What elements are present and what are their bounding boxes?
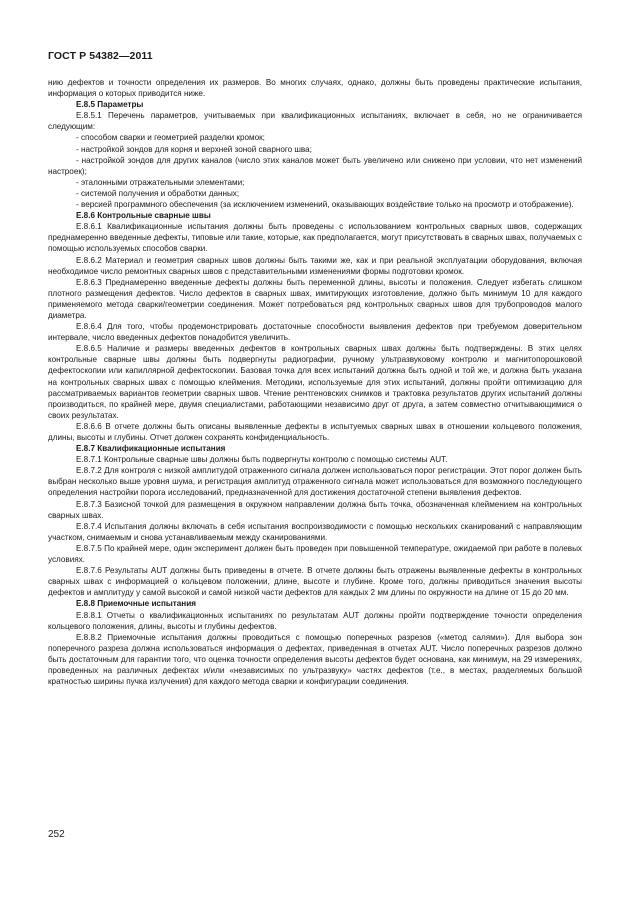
list-item: - системой получения и обработки данных; bbox=[76, 188, 240, 198]
paragraph: Е.8.8.2 Приемочные испытания должны проводиться с помощью поперечных разрезов («метод салями»). Для выбора зон поперечного разреза должна использоваться информация о дефектах, приведенная в отчетах AUT. Число поперечных разрезов должно быть достаточным для гарантии того, что оценка точности определения высоты дефектов будет основана, как минимум, на 29 измерениях, проведенных на различных дефектах и/или «независимых по ультразвуку» частях дефектов (т.е., в местах, разделяемых большой кратностью ширины пучка излучения) для каждого метода сварки и конфигурации соединения. bbox=[48, 632, 582, 687]
paragraph: Е.8.8.1 Отчеты о квалификационных испытаниях по результатам AUT должны пройти подтверждение точности определения кольцевого положения, длины, высоты и глубины дефектов. bbox=[48, 610, 582, 631]
list-item: - настройкой зондов для корня и верхней зоной сварного шва; bbox=[76, 144, 312, 154]
paragraph: Е.8.6.5 Наличие и размеры введенных дефектов в контрольных сварных швах должны быть подтверждены. В этих целях контрольные сварные швы должны быть подвергнуты радиографии, ручному ультразвуковому контролю и магнитопорошковой дефектоскопии или капиллярной дефектоскопии. Базовая точка для всех испытаний должна быть одной и той же, и должна быть указана на контрольных сварных швах с помощью клеймения. Методики, используемые для этих испытаний, должны пройти оптимизацию для рассматриваемых вариантов геометрии сварных швов. Чтение рентгеновских снимков и трактовка результатов других испытаний должны производиться, по крайней мере, двумя специалистами, работающими независимо друг от друга, а затем совместно отчитывающимися о своих результатах. bbox=[48, 344, 582, 420]
paragraph: Е.8.6.3 Преднамеренно введенные дефекты должны быть переменной длины, высоты и положения. Следует избегать слишком плотного размещения дефектов. Число дефектов в сварных швах, имитирующих изготовление, должно быть минимум 10 для каждого применяемого метода сварки/геометрии соединения. Может потребоваться ряд контрольных сварных швов для трубопроводов малого диаметра. bbox=[48, 277, 582, 320]
section-heading-e-8-6: Е.8.6 Контрольные сварные швы bbox=[76, 211, 211, 221]
paragraph: Е.8.6.2 Материал и геометрия сварных швов должны быть такими же, как и при реальной эксплуатации оборудования, включая необходимое число ремонтных сварных швов с представительными изменениями формы подготовки кромок. bbox=[48, 255, 582, 276]
paragraph: Е.8.6.4 Для того, чтобы продемонстрировать достаточные способности выявления дефектов при требуемом доверительном интервале, число введенных дефектов понадобится увеличить. bbox=[48, 322, 582, 343]
paragraph: Е.8.7.6 Результаты AUT должны быть приведены в отчете. В отчете должны быть отражены выявленные дефекты в контрольных сварных швах с информацией о кольцевом положении, длине, высоте и глубине. Кроме того, должны приводиться значения высоты дефектов и амплитуду у самой высокой и самой низкой части дефектов для каждых 2 мм длины по окружности на длине от 15 до 20 мм. bbox=[48, 566, 582, 598]
page-number: 252 bbox=[48, 829, 65, 840]
document-header: ГОСТ Р 54382—2011 bbox=[48, 50, 153, 62]
paragraph: Е.8.7.2 Для контроля с низкой амплитудой отраженного сигнала должен использоваться порог регистрации. Этот порог должен быть выбран несколько выше уровня шума, и регистрация амплитуд отраженного сигнала может использоваться для возможного последующего определения настройки порога исследований, предназначенной для достижения достаточной степени выявления дефектов. bbox=[48, 466, 582, 498]
paragraph: Е.8.7.1 Контрольные сварные швы должны быть подвергнуты контролю с помощью системы AUT. bbox=[76, 455, 448, 465]
list-item: - настройкой зондов для других каналов (число этих каналов может быть увеличено или снижено при условии, что нет изменений настроек); bbox=[48, 155, 582, 176]
paragraph: Е.8.6.1 Квалификационные испытания должны быть проведены с использованием контрольных сварных швов, содержащих преднамеренно введенные дефекты, типовые или такие, которые, как предполагается, могут присутствовать в сварных швах, получаемых с помощью используемых способов сварки. bbox=[48, 222, 582, 254]
document-body bbox=[48, 77, 582, 687]
list-item: - способом сварки и геометрией разделки кромок; bbox=[76, 133, 265, 143]
paragraph: Е.8.5.1 Перечень параметров, учитываемых при квалификационных испытаниях, включает в себя, но не ограничивается следующим: bbox=[48, 111, 582, 132]
paragraph: Е.8.7.3 Базисной точкой для размещения в окружном направлении должна быть точка, обозначенная клеймением на контрольных сварных швах. bbox=[48, 499, 582, 520]
paragraph: Е.8.6.6 В отчете должны быть описаны выявленные дефекты в испытуемых сварных швах в отношении кольцевого положения, длины, высоты и глубины. Отчет должен сохранять конфиденциальность. bbox=[48, 421, 582, 442]
list-item: - эталонными отражательными элементами; bbox=[76, 177, 245, 187]
paragraph-body: нию дефектов и точности определения их размеров. Во многих случаях, однако, должны быть проведены практические испытания, информация о которых приводится ниже. bbox=[48, 78, 582, 99]
section-heading-e-8-5: Е.8.5 Параметры bbox=[76, 100, 144, 110]
section-heading-e-8-7: Е.8.7 Квалификационные испытания bbox=[76, 444, 226, 454]
paragraph: Е.8.7.4 Испытания должны включать в себя испытания воспроизводимости с помощью нескольких сканирований с направляющим участком, снимаемым и снова устанавливаемым между сканированиями. bbox=[48, 521, 582, 542]
paragraph: Е.8.7.5 По крайней мере, один эксперимент должен быть проведен при повышенной температуре, ожидаемой при работе в полевых условиях. bbox=[48, 543, 582, 565]
list-item: - версией программного обеспечения (за исключением изменений, оказывающих воздействие только на просмотр и отображение). bbox=[76, 200, 574, 210]
section-heading-e-8-8: Е.8.8 Приемочные испытания bbox=[76, 599, 196, 609]
